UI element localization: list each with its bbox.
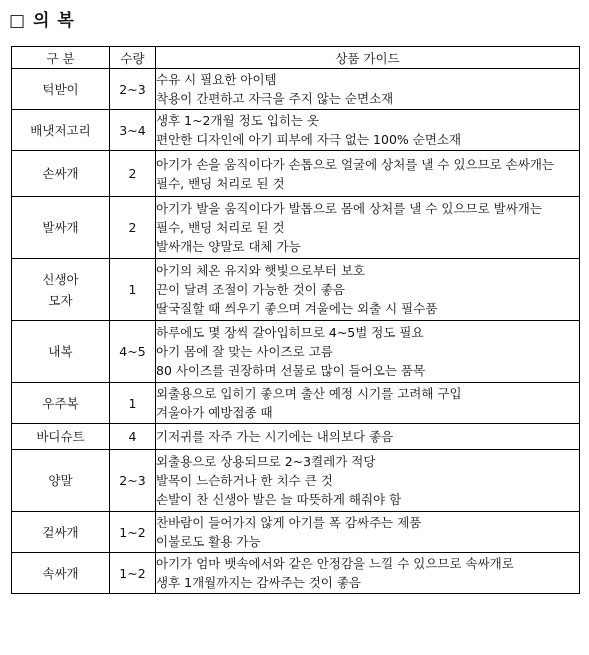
guide-line: 외출용으로 상용되므로 2~3켤레가 적당 (156, 454, 376, 469)
item-name-cell (12, 450, 110, 512)
item-name: 내복 (48, 344, 73, 359)
table-row (12, 512, 580, 553)
table-header-row (12, 47, 580, 69)
guide-line: 겨울아가 예방접종 때 (156, 405, 273, 420)
clothing-guide-table (11, 46, 580, 594)
guide-line: 필수, 밴딩 처리로 된 것 (156, 220, 285, 235)
guide-line: 수유 시 필요한 아이템 (156, 72, 277, 87)
item-quantity: 2 (110, 197, 156, 259)
item-name: 배냇저고리 (30, 122, 91, 138)
item-name-cell (12, 151, 110, 197)
item-quantity: 4 (110, 424, 156, 450)
guide-line: 편안한 디자인에 아기 피부에 자극 없는 100% 순면소재 (156, 132, 462, 147)
item-name-cell (12, 110, 110, 151)
item-guide-cell (156, 151, 580, 197)
guide-line: 기저귀를 자주 가는 시기에는 내의보다 좋음 (156, 429, 394, 444)
item-quantity: 2~3 (110, 450, 156, 512)
item-name-cell (12, 512, 110, 553)
table-row (12, 69, 580, 110)
item-name-cell (12, 259, 110, 321)
column-header-category: 구 분 (12, 47, 110, 69)
item-guide-cell (156, 69, 580, 110)
item-name-cell (12, 69, 110, 110)
item-name: 턱받이 (42, 81, 79, 97)
table-row (12, 383, 580, 424)
guide-line: 아기가 엄마 뱃속에서와 같은 안정감을 느낄 수 있으므로 속싸개로 (156, 556, 514, 571)
guide-line: 착용이 간편하고 자극을 주지 않는 순면소재 (156, 91, 394, 106)
table-row (12, 450, 580, 512)
item-name: 바디슈트 (36, 429, 85, 444)
item-guide-cell (156, 450, 580, 512)
item-name-cell (12, 321, 110, 383)
guide-line: 하루에도 몇 장씩 갈아입히므로 4~5벌 정도 필요 (156, 325, 424, 340)
item-name: 양말 (48, 473, 73, 488)
item-quantity: 1 (110, 259, 156, 321)
item-guide-cell (156, 321, 580, 383)
guide-line: 이불로도 활용 가능 (156, 534, 261, 549)
item-name: 우주복 (42, 395, 79, 411)
guide-line: 딸국질할 때 씌우기 좋으며 겨울에는 외출 시 필수품 (156, 301, 438, 316)
page-title: □ 의 복 (9, 11, 75, 31)
item-quantity: 2 (110, 151, 156, 197)
guide-line: 80 사이즈를 권장하며 선물로 많이 들어오는 품목 (156, 363, 426, 378)
table-body (12, 69, 580, 594)
item-guide-cell (156, 259, 580, 321)
guide-line: 손발이 찬 신생아 발은 늘 따뜻하게 해줘야 함 (156, 492, 402, 507)
guide-line: 발싸개는 양말로 대체 가능 (156, 239, 301, 254)
item-name-cell (12, 383, 110, 424)
item-name: 모자 (48, 292, 73, 308)
item-name-cell (12, 197, 110, 259)
item-name: 손싸개 (42, 166, 79, 181)
table-row (12, 553, 580, 594)
item-name-cell (12, 553, 110, 594)
column-header-quantity: 수량 (110, 47, 156, 69)
column-header-guide: 상품 가이드 (156, 47, 580, 69)
item-quantity: 2~3 (110, 69, 156, 110)
table-row (12, 197, 580, 259)
item-quantity: 1 (110, 383, 156, 424)
item-name: 겉싸개 (42, 524, 79, 540)
guide-line: 생후 1개월까지는 감싸주는 것이 좋음 (156, 575, 361, 590)
table-row (12, 151, 580, 197)
guide-line: 아기가 손을 움직이다가 손톱으로 얼굴에 상처를 낼 수 있으므로 손싸개는 (156, 156, 555, 172)
item-name: 발싸개 (42, 220, 79, 235)
item-guide-cell (156, 512, 580, 553)
table-row (12, 110, 580, 151)
table-row (12, 259, 580, 321)
guide-line: 찬바람이 들어가지 않게 아기를 폭 감싸주는 제품 (156, 515, 422, 530)
guide-line: 필수, 밴딩 처리로 된 것 (156, 175, 285, 191)
table-row (12, 424, 580, 450)
item-name: 속싸개 (42, 565, 79, 581)
item-name-cell (12, 424, 110, 450)
item-quantity: 1~2 (110, 512, 156, 553)
item-guide-cell (156, 553, 580, 594)
item-guide-cell (156, 383, 580, 424)
item-guide-cell (156, 110, 580, 151)
item-guide-cell (156, 424, 580, 450)
guide-line: 아기가 발을 움직이다가 발톱으로 몸에 상처를 낼 수 있으므로 발싸개는 (156, 201, 542, 216)
item-quantity: 4~5 (110, 321, 156, 383)
guide-line: 아기의 체온 유지와 햇빛으로부터 보호 (156, 263, 366, 278)
guide-line: 끈이 달려 조절이 가능한 것이 좋음 (156, 282, 345, 297)
guide-line: 아기 몸에 잘 맞는 사이즈로 고름 (156, 344, 333, 359)
guide-line: 생후 1~2개월 정도 입히는 옷 (156, 113, 320, 128)
item-name: 신생아 (42, 271, 79, 287)
guide-line: 발목이 느슨하거나 한 치수 큰 것 (156, 473, 333, 488)
guide-line: 외출용으로 입히기 좋으며 출산 예정 시기를 고려해 구입 (156, 386, 462, 401)
item-quantity: 1~2 (110, 553, 156, 594)
item-guide-cell (156, 197, 580, 259)
table-row (12, 321, 580, 383)
item-quantity: 3~4 (110, 110, 156, 151)
